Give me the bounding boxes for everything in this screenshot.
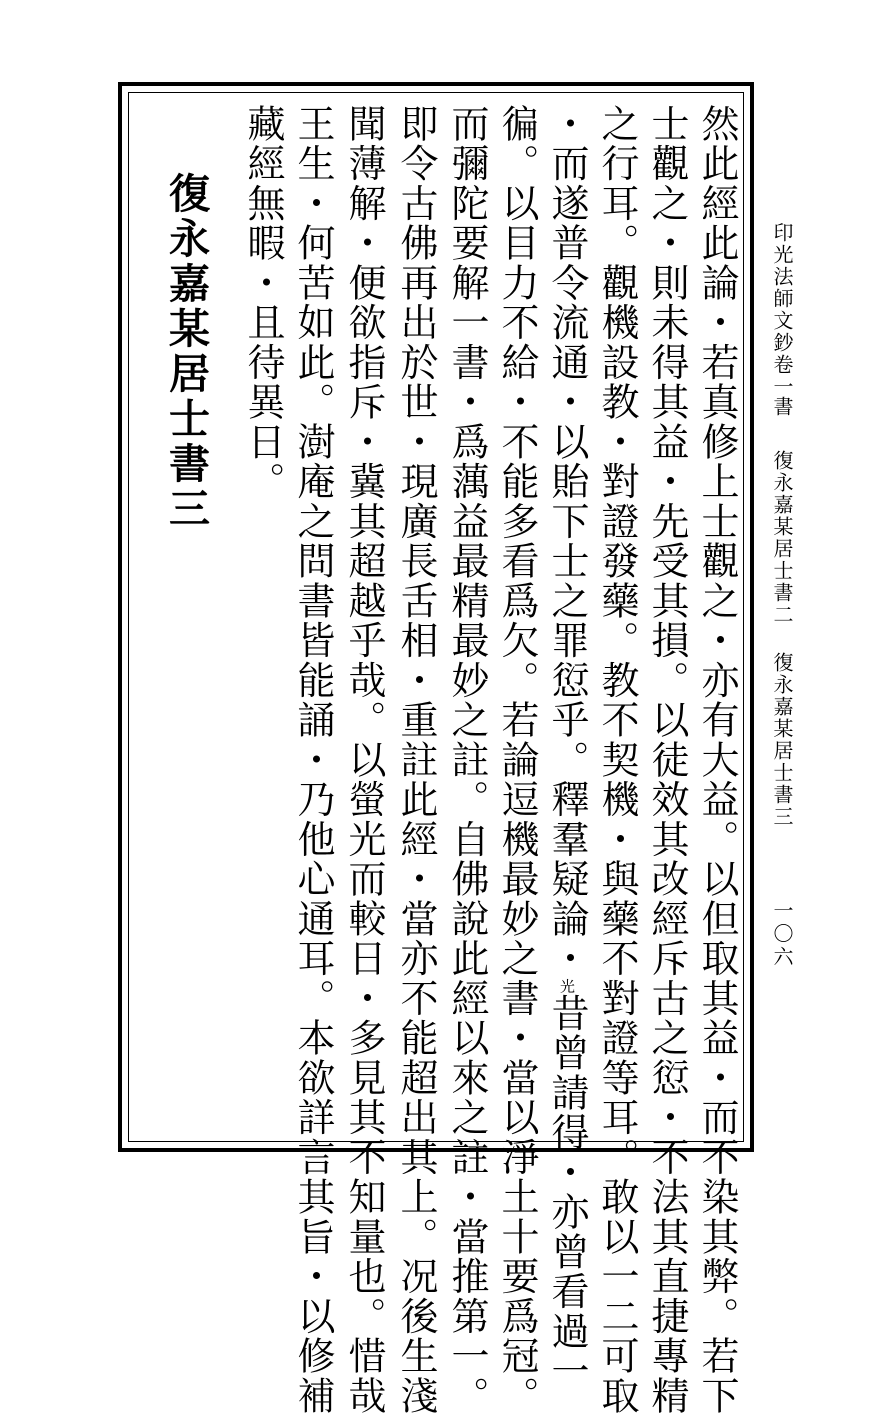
text-column-8: 聞薄解・便欲指斥・冀其超越乎哉。以螢光而較日・多見其不知量也。惜哉 [342,104,386,1416]
text-column-2: 士觀之・則未得其益・先受其損。以徒效其改經斥古之愆・不法其直捷專精 [645,104,689,1416]
text-column-9: 王生・何苦如此。澍庵之問書皆能誦・乃他心通耳。本欲詳言其旨・以修補 [291,104,335,1416]
running-title-2: 復永嘉某居士書三 [770,652,794,828]
text-column-3: 之行耳。觀機設教・對證發藥。教不契機・與藥不對證等耳。敢以一二可取 [595,104,639,1416]
book-title: 印光法師文鈔卷一 [770,222,794,398]
text-column-5: 徧。以目力不給・不能多看爲欠。若論逗機最妙之書・當以淨土十要爲冠。 [495,104,539,1416]
annotation-note: 光 [558,978,576,994]
text-column-7: 即令古佛再出於世・現廣長舌相・重註此經・當亦不能超出其上。况後生淺 [394,104,438,1416]
running-title-1: 復永嘉某居士書二 [770,450,794,626]
text-column-4 [545,104,589,1391]
text-column-4-part-b: 昔曾請得・亦曾看過一 [545,993,589,1391]
text-column-6: 而彌陀要解一書・爲蕅益最精最妙之註。自佛說此經以來之註・當推第一。 [445,104,489,1416]
text-column-10: 藏經無暇・且待異日。 [241,104,285,502]
letter-title: 復永嘉某居士書三 [162,172,210,532]
text-column-4-part-a: ・而遂普令流通・以貽下士之罪愆乎。釋羣疑論・ [545,104,589,979]
text-column-1: 然此經此論・若真修上士觀之・亦有大益。以但取其益・而不染其弊。若下 [695,104,739,1416]
section-label: 書 [770,396,794,418]
page-number: 一〇六 [770,900,794,969]
